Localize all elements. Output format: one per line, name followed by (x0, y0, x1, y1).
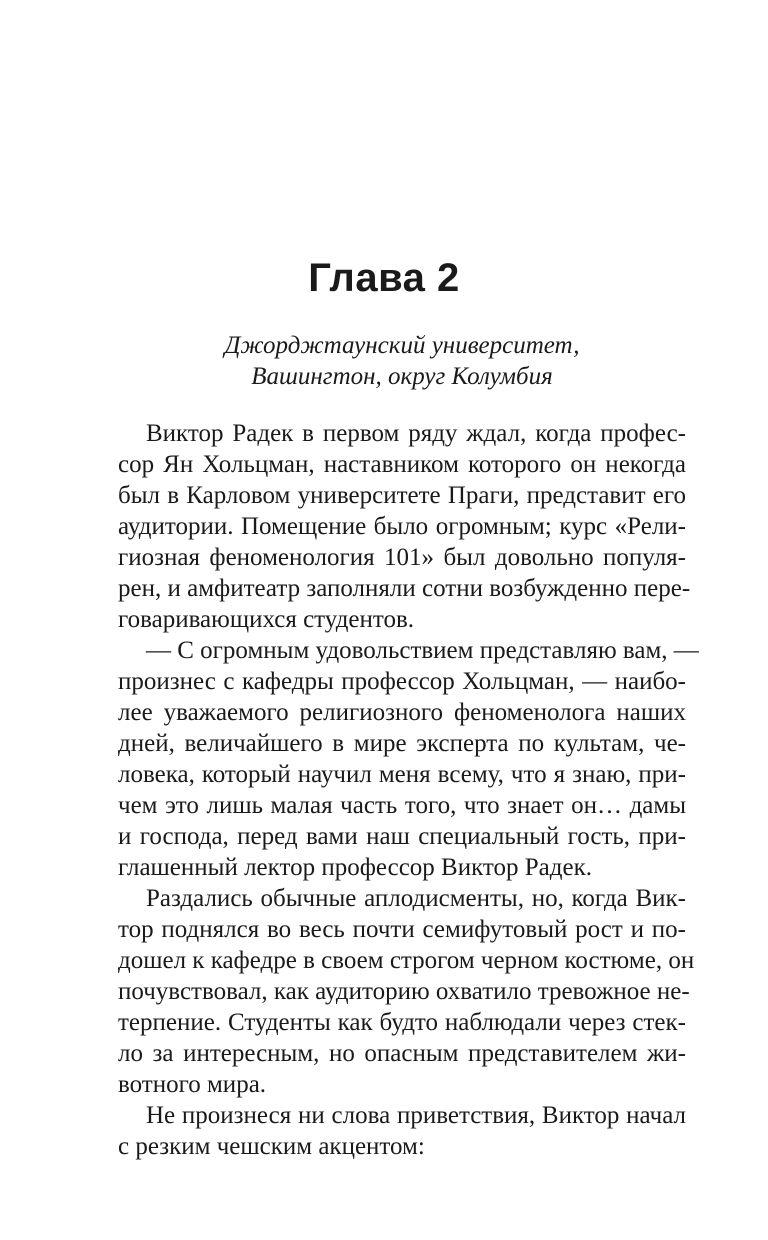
text-line: чем это лишь малая часть того, что знает он… дамы (118, 792, 686, 819)
text-line: Виктор Радек в первом ряду ждал, когда профес- (146, 420, 686, 447)
text-line: лее уважаемого религиозного феноменолога наших (118, 699, 686, 726)
epigraph-line: Джорджтаунский университет, (224, 332, 580, 359)
text-line: и господа, перед вами наш специальный гость, при- (118, 823, 686, 850)
text-line: дошел к кафедре в своем строгом черном костюме, он (118, 947, 695, 974)
text-line: — С огромным удовольствием представляю вам, — (146, 637, 699, 664)
text-line: был в Карловом университете Праги, представит его (118, 482, 686, 509)
text-line: аудитории. Помещение было огромным; курс «Рели- (118, 513, 686, 540)
epigraph-line: Вашингтон, округ Колумбия (251, 363, 553, 390)
chapter-title: Глава 2 (308, 256, 460, 300)
text-line: с резким чешским акцентом: (118, 1133, 425, 1160)
text-line: гиозная феноменология 101» был довольно популя- (118, 544, 686, 571)
text-line: сор Ян Хольцман, наставником которого он некогда (118, 451, 686, 478)
text-line: говаривающихся студентов. (118, 606, 415, 633)
text-line: почувствовал, как аудиторию охватило тревожное не- (118, 978, 690, 1005)
text-line: Раздались обычные аплодисменты, но, когда Вик- (146, 885, 686, 912)
text-line: произнес с кафедры профессор Хольцман, — наибо- (118, 668, 686, 695)
text-line: глашенный лектор профессор Виктор Радек. (118, 854, 592, 881)
text-line: терпение. Студенты как будто наблюдали через стек- (118, 1009, 686, 1036)
body-text (118, 418, 699, 1162)
text-line: вотного мира. (118, 1071, 267, 1098)
text-line: дней, величайшего в мире эксперта по культам, че- (118, 730, 686, 757)
text-line: Не произнеся ни слова приветствия, Виктор начал (146, 1102, 686, 1129)
text-line: рен, и амфитеатр заполняли сотни возбужденно пере- (118, 575, 691, 602)
text-line: ло за интересным, но опасным представителем жи- (118, 1040, 686, 1067)
text-line: тор поднялся во весь почти семифутовый рост и по- (118, 916, 686, 943)
text-line: ловека, который научил меня всему, что я знаю, при- (118, 761, 686, 788)
chapter-epigraph (118, 330, 686, 392)
